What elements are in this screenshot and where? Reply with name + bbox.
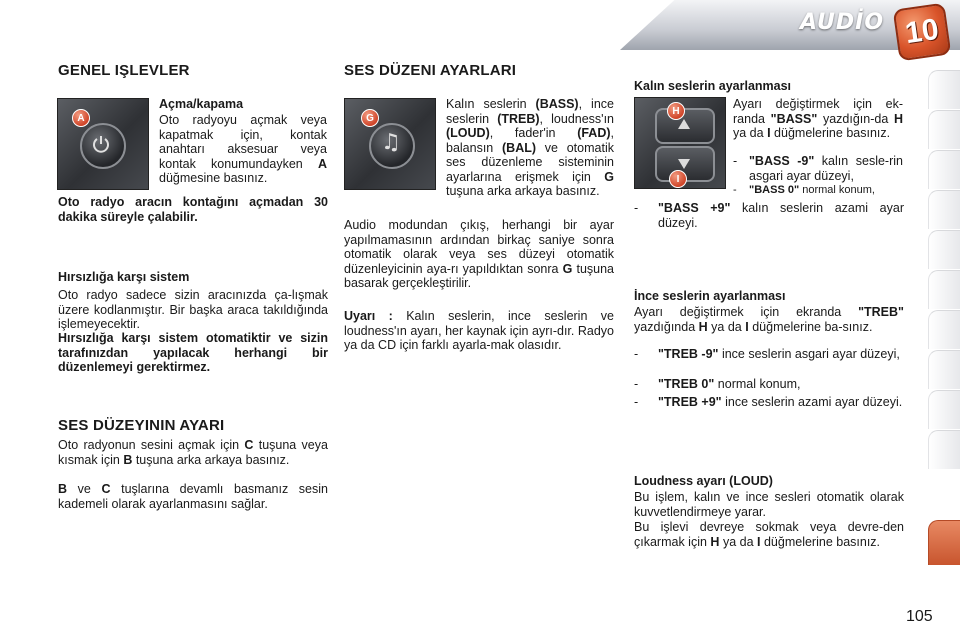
arrow-up-icon <box>677 118 691 130</box>
bass-title: Kalın seslerin ayarlanması <box>634 79 792 93</box>
section-heading-general: GENEL IŞLEVLER <box>58 62 190 79</box>
badge-a: A <box>72 109 90 127</box>
audio-exit-text: Audio modundan çıkış, herhangi bir ayar yapılmamasının ardından birkaç saniye sonra otomatik olarak veya ses düzeyi otomatik düzenleyicinin aya-rı yapıldıktan sonra G tuşuna basarak gerçekleştirilir. <box>344 218 614 290</box>
sound-intro-text: Kalın seslerin (BASS), ince seslerin (TREB), loudness'ın (LOUD), fader'in (FAD), balansın (BAL) ve otomatik ses düzenleme sisteminin ayarlarına erişmek için G tuşuna arka arkaya basınız. <box>446 97 614 198</box>
power-icon <box>91 134 111 154</box>
section-heading-sound: SES DÜZENI AYARLARI <box>344 62 517 79</box>
chapter-title: AUDİO <box>800 10 885 35</box>
treb-item: - "TREB +9" ince seslerin azami ayar düzeyi. <box>634 395 903 409</box>
bass-item: - "BASS -9" kalın sesle-rin asgari ayar düzeyi, <box>733 154 903 183</box>
bass-item: - "BASS +9" kalın seslerin azami ayar düzeyi. <box>634 201 904 230</box>
chapter-tab[interactable] <box>928 150 960 189</box>
treb-item: - "TREB -9" ince seslerin asgari ayar düzeyi, <box>634 347 900 361</box>
badge-i: I <box>669 170 687 188</box>
warning-text: Uyarı : Kalın seslerin, ince seslerin ve loudness'ın ayarı, her kaynak için ayrı-dır. Radyo ya da CD için farklı ayarla-mak olasıdır. <box>344 309 614 352</box>
loud-title: Loudness ayarı (LOUD) <box>634 474 773 488</box>
chapter-tab[interactable] <box>928 430 960 469</box>
chapter-tab[interactable] <box>928 190 960 229</box>
chapter-tab-active[interactable] <box>928 520 960 565</box>
treb-text: Ayarı değiştirmek için ekranda "TREB" yazdığında H ya da I düğmelerine ba-sınız. <box>634 305 904 334</box>
up-key <box>655 108 715 144</box>
volume-text-2: B ve C tuşlarına devamlı basmanız sesin kademeli olarak ayarlanmasını sağlar. <box>58 482 328 511</box>
badge-g: G <box>361 109 379 127</box>
chapter-number-badge: 10 <box>893 3 952 62</box>
power-button-image <box>57 98 149 190</box>
chapter-tab[interactable] <box>928 110 960 149</box>
chapter-tab[interactable] <box>928 310 960 349</box>
treb-title: İnce seslerin ayarlanması <box>634 289 786 303</box>
loud-text-2: Bu işlevi devreye sokmak veya devre-den çıkarmak için H ya da I düğmelerine basınız. <box>634 520 904 549</box>
chapter-tab[interactable] <box>928 350 960 389</box>
bass-item: - "BASS 0" normal konum, <box>733 184 875 196</box>
chapter-tab[interactable] <box>928 270 960 309</box>
theft-text: Oto radyo sadece sizin aracınızda ça-lışmak üzere kodlanmıştır. Bir başka araca takıldığında işlemeyecektir. <box>58 288 328 331</box>
music-note-icon: ♫ <box>381 130 401 155</box>
treb-item: - "TREB 0" normal konum, <box>634 377 801 391</box>
chapter-tabs <box>928 70 960 580</box>
h-i-buttons-image <box>634 97 726 189</box>
bass-text: Ayarı değiştirmek için ek-randa "BASS" yazdığın-da H ya da I düğmelerine basınız. <box>733 97 903 140</box>
theft-note: Hırsızlığa karşı sistem otomatiktir ve sizin tarafınızdan yapılacak herhangi bir düzenlemeyi gerektirmez. <box>58 331 328 374</box>
loud-text-1: Bu işlem, kalın ve ince sesleri otomatik olarak kuvvetlendirmeye yarar. <box>634 490 904 519</box>
chapter-tab[interactable] <box>928 230 960 269</box>
chapter-tab[interactable] <box>928 390 960 429</box>
badge-h: H <box>667 102 685 120</box>
onoff-title: Açma/kapama <box>159 97 244 111</box>
section-heading-volume: SES DÜZEYININ AYARI <box>58 417 225 434</box>
arrow-down-icon <box>677 158 691 170</box>
chapter-tab[interactable] <box>928 70 960 109</box>
volume-text: Oto radyonun sesini açmak için C tuşuna veya kısmak için B tuşuna arka arkaya basınız. <box>58 438 328 467</box>
g-button-image <box>344 98 436 190</box>
page-number: 105 <box>906 608 933 625</box>
theft-title: Hırsızlığa karşı sistem <box>58 270 190 284</box>
onoff-text: Oto radyoyu açmak veya kapatmak için, kontak anahtarı aksesuar veya kontak konumundayken A düğmesine basınız. <box>159 113 327 185</box>
onoff-note: Oto radyo aracın kontağını açmadan 30 dakika süreyle çalabilir. <box>58 195 328 224</box>
